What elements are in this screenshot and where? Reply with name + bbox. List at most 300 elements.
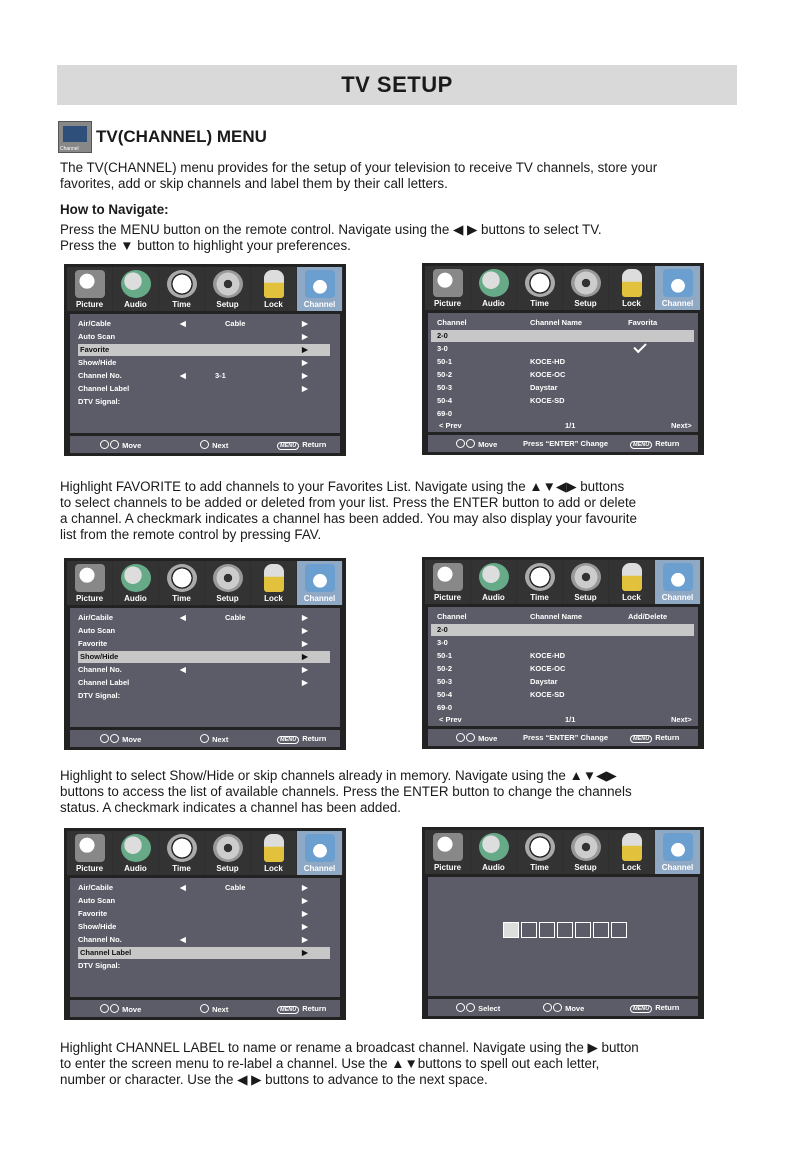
row-name: Daystar bbox=[530, 383, 558, 392]
header-favorite: Favorita bbox=[628, 318, 658, 327]
picture-icon bbox=[433, 833, 463, 861]
picture-icon bbox=[75, 564, 105, 592]
menu-item-channel-no[interactable] bbox=[70, 934, 340, 946]
tab-label: Setup bbox=[216, 864, 239, 873]
footer-move bbox=[456, 733, 497, 743]
menu-key-icon: MENU bbox=[630, 441, 652, 449]
item-label: Favorite bbox=[80, 345, 110, 354]
showhide-list-screen bbox=[422, 557, 704, 749]
item-value: Cable bbox=[225, 319, 246, 328]
right-button-icon bbox=[553, 1003, 562, 1012]
footer-move bbox=[100, 734, 141, 744]
up-button-icon bbox=[456, 733, 465, 742]
list-row[interactable] bbox=[428, 637, 698, 649]
right-arrow-icon: ▶ bbox=[302, 665, 308, 674]
tab-label: Time bbox=[530, 593, 549, 602]
right-arrow-icon: ▶ bbox=[302, 384, 308, 393]
row-channel: 50-1 bbox=[437, 651, 453, 660]
setup-menu-screen-favorite bbox=[64, 264, 346, 456]
right-arrow-icon: ▶ bbox=[302, 935, 308, 944]
footer-return bbox=[630, 1003, 679, 1013]
label-para-2: to enter the screen menu to re-label a channel. Use the ▲▼buttons to spell out each letter, bbox=[60, 1056, 600, 1071]
tab-audio[interactable] bbox=[113, 831, 158, 875]
right-arrow-icon: ▶ bbox=[302, 613, 308, 622]
channel-icon bbox=[663, 833, 693, 861]
tab-lock[interactable] bbox=[251, 561, 296, 605]
list-row[interactable] bbox=[431, 624, 694, 636]
next-page-button[interactable]: Next> bbox=[671, 421, 692, 430]
footer-enter: Press “ENTER” Change bbox=[523, 733, 609, 742]
tab-label: Channel bbox=[303, 594, 336, 603]
tab-lock[interactable] bbox=[251, 831, 296, 875]
footer-move-label: Move bbox=[122, 735, 142, 744]
lock-icon bbox=[264, 834, 284, 862]
menu-tabs bbox=[67, 561, 343, 605]
lock-icon bbox=[264, 270, 284, 298]
down-button-icon bbox=[110, 440, 119, 449]
tab-label: Time bbox=[172, 300, 191, 309]
row-channel: 50-2 bbox=[437, 664, 453, 673]
tab-audio[interactable] bbox=[471, 266, 516, 310]
tab-setup[interactable] bbox=[563, 560, 608, 604]
picture-icon bbox=[433, 269, 463, 297]
tab-label: Channel bbox=[303, 864, 336, 873]
tab-label: Picture bbox=[433, 593, 462, 602]
clock-icon bbox=[525, 563, 555, 591]
audio-icon bbox=[121, 564, 151, 592]
row-name: KOCE-HD bbox=[530, 651, 565, 660]
footer-return-label: Return bbox=[302, 1004, 327, 1013]
down-button-icon bbox=[110, 734, 119, 743]
char-cell[interactable] bbox=[557, 922, 573, 938]
right-arrow-icon: ▶ bbox=[302, 883, 308, 892]
menu-tabs bbox=[425, 560, 701, 604]
tab-setup[interactable] bbox=[205, 561, 250, 605]
char-cell[interactable] bbox=[593, 922, 609, 938]
tab-label: Channel bbox=[661, 299, 694, 308]
tab-time[interactable] bbox=[159, 561, 204, 605]
tab-label: Setup bbox=[216, 594, 239, 603]
footer-return bbox=[630, 733, 679, 743]
tab-picture[interactable] bbox=[67, 267, 112, 311]
tab-setup[interactable] bbox=[205, 267, 250, 311]
item-label: Favorite bbox=[78, 639, 108, 648]
list-row[interactable] bbox=[428, 689, 698, 701]
menu-item-channel-no[interactable] bbox=[70, 664, 340, 676]
item-label: Channel No. bbox=[78, 935, 122, 944]
menu-body bbox=[70, 878, 340, 997]
setup-menu-screen-showhide bbox=[64, 558, 346, 750]
item-label: Auto Scan bbox=[78, 332, 116, 341]
showhide-para-2: buttons to access the list of available channels. Press the ENTER button to change the channels bbox=[60, 784, 632, 799]
item-label: Show/Hide bbox=[80, 652, 119, 661]
tab-label: Audio bbox=[482, 299, 505, 308]
list-row[interactable] bbox=[428, 369, 698, 381]
footer-move-label: Move bbox=[478, 734, 498, 743]
menu-item-favorite[interactable] bbox=[70, 638, 340, 650]
menu-key-icon: MENU bbox=[630, 735, 652, 743]
clock-icon bbox=[167, 564, 197, 592]
menu-tabs bbox=[67, 831, 343, 875]
menu-item-auto-scan[interactable] bbox=[70, 625, 340, 637]
footer-next bbox=[200, 734, 228, 744]
tab-time[interactable] bbox=[159, 831, 204, 875]
row-channel: 69-0 bbox=[437, 409, 453, 418]
header-add-delete: Add/Delete bbox=[628, 612, 668, 621]
left-button-icon bbox=[543, 1003, 552, 1012]
tab-lock[interactable] bbox=[251, 267, 296, 311]
char-cell[interactable] bbox=[611, 922, 627, 938]
down-button-icon bbox=[466, 1003, 475, 1012]
tab-label: Audio bbox=[124, 300, 147, 309]
gear-icon bbox=[571, 563, 601, 591]
lock-icon bbox=[264, 564, 284, 592]
tab-label: Setup bbox=[216, 300, 239, 309]
tab-label: Picture bbox=[433, 863, 462, 872]
menu-item-channel-label[interactable] bbox=[70, 677, 340, 689]
item-label: Auto Scan bbox=[78, 626, 116, 635]
right-arrow-icon: ▶ bbox=[302, 345, 308, 354]
header-channel: Channel bbox=[437, 318, 467, 327]
item-value: Cable bbox=[225, 883, 246, 892]
footer-move-label: Move bbox=[122, 441, 142, 450]
right-arrow-icon: ▶ bbox=[302, 332, 308, 341]
right-arrow-icon: ▶ bbox=[302, 371, 308, 380]
item-value: Cable bbox=[225, 613, 246, 622]
channel-tv-icon bbox=[58, 121, 92, 153]
down-button-icon bbox=[466, 733, 475, 742]
menu-item-air-cable[interactable] bbox=[70, 318, 340, 330]
picture-icon bbox=[75, 270, 105, 298]
menu-body bbox=[70, 314, 340, 433]
channel-icon bbox=[663, 269, 693, 297]
list-row[interactable] bbox=[428, 676, 698, 688]
item-value: 3-1 bbox=[215, 371, 226, 380]
navigate-line-2: Press the ▼ button to highlight your preferences. bbox=[60, 238, 351, 253]
tab-label: Lock bbox=[622, 593, 641, 602]
menu-item-dtv-signal bbox=[70, 690, 340, 702]
tab-picture[interactable] bbox=[67, 561, 112, 605]
row-channel: 50-3 bbox=[437, 677, 453, 686]
footer-enter: Press “ENTER” Change bbox=[523, 439, 609, 448]
down-button-icon bbox=[110, 1004, 119, 1013]
footer-next bbox=[200, 440, 228, 450]
char-cell[interactable] bbox=[521, 922, 537, 938]
menu-item-favorite[interactable] bbox=[78, 344, 330, 356]
list-row[interactable] bbox=[428, 663, 698, 675]
menu-item-show-hide[interactable] bbox=[78, 651, 330, 663]
section-title: TV(CHANNEL) MENU bbox=[96, 127, 267, 146]
tab-setup[interactable] bbox=[205, 831, 250, 875]
menu-tabs bbox=[425, 830, 701, 874]
tab-channel[interactable] bbox=[655, 830, 700, 874]
up-button-icon bbox=[100, 440, 109, 449]
menu-footer bbox=[70, 436, 340, 453]
menu-item-channel-no[interactable] bbox=[70, 370, 340, 382]
menu-item-dtv-signal bbox=[70, 960, 340, 972]
item-label: Channel No. bbox=[78, 665, 122, 674]
menu-item-show-hide[interactable] bbox=[70, 357, 340, 369]
tab-label: Lock bbox=[264, 594, 283, 603]
row-channel: 50-4 bbox=[437, 396, 453, 405]
menu-item-auto-scan[interactable] bbox=[70, 895, 340, 907]
label-para-3: number or character. Use the ◀ ▶ buttons to advance to the next space. bbox=[60, 1072, 488, 1087]
gear-icon bbox=[571, 833, 601, 861]
tab-time[interactable] bbox=[517, 830, 562, 874]
gear-icon bbox=[213, 564, 243, 592]
row-channel: 3-0 bbox=[437, 638, 448, 647]
tab-label: Setup bbox=[574, 299, 597, 308]
item-label: Air/Cabile bbox=[78, 613, 114, 622]
clock-icon bbox=[167, 834, 197, 862]
footer-move-label: Move bbox=[122, 1005, 142, 1014]
audio-icon bbox=[479, 563, 509, 591]
prev-page-button[interactable]: < Prev bbox=[439, 715, 462, 724]
left-arrow-icon: ◀ bbox=[180, 613, 186, 622]
audio-icon bbox=[121, 270, 151, 298]
right-arrow-icon: ▶ bbox=[302, 909, 308, 918]
menu-item-air-cable[interactable] bbox=[70, 612, 340, 624]
tab-channel[interactable] bbox=[297, 561, 342, 605]
tab-audio[interactable] bbox=[471, 830, 516, 874]
clock-icon bbox=[525, 833, 555, 861]
menu-item-favorite[interactable] bbox=[70, 908, 340, 920]
item-label: Show/Hide bbox=[78, 922, 117, 931]
label-editor bbox=[428, 877, 698, 996]
character-cells bbox=[503, 922, 629, 938]
title-bar bbox=[57, 65, 737, 105]
char-cell[interactable] bbox=[575, 922, 591, 938]
left-arrow-icon: ◀ bbox=[180, 371, 186, 380]
tab-label: Picture bbox=[433, 299, 462, 308]
header-name: Channel Name bbox=[530, 612, 583, 621]
lock-icon bbox=[622, 269, 642, 297]
tab-channel[interactable] bbox=[297, 831, 342, 875]
tab-label: Lock bbox=[622, 299, 641, 308]
channel-icon bbox=[305, 834, 335, 862]
up-button-icon bbox=[100, 1004, 109, 1013]
setup-menu-screen-label bbox=[64, 828, 346, 1020]
lock-icon bbox=[622, 833, 642, 861]
char-cell[interactable] bbox=[503, 922, 519, 938]
label-footer bbox=[428, 999, 698, 1016]
footer-return-label: Return bbox=[302, 440, 327, 449]
channel-icon bbox=[305, 564, 335, 592]
favorite-para-3: a channel. A checkmark indicates a channel has been added. You may also display your favourite bbox=[60, 511, 637, 526]
list-row[interactable] bbox=[428, 650, 698, 662]
up-button-icon bbox=[456, 1003, 465, 1012]
menu-tabs bbox=[425, 266, 701, 310]
tab-channel[interactable] bbox=[297, 267, 342, 311]
footer-move-label: Move bbox=[478, 440, 498, 449]
row-channel: 50-3 bbox=[437, 383, 453, 392]
footer-return-label: Return bbox=[655, 439, 680, 448]
list-row[interactable] bbox=[428, 356, 698, 368]
channel-icon bbox=[663, 563, 693, 591]
list-footer bbox=[428, 435, 698, 452]
tab-time[interactable] bbox=[517, 266, 562, 310]
menu-body bbox=[70, 608, 340, 727]
right-arrow-icon: ▶ bbox=[302, 652, 308, 661]
showhide-para-1: Highlight to select Show/Hide or skip channels already in memory. Navigate using the ▲▼◀▶ bbox=[60, 768, 617, 783]
navigate-heading: How to Navigate: bbox=[60, 202, 169, 217]
page-indicator: 1/1 bbox=[565, 421, 576, 430]
favorite-para-2: to select channels to be added or deleted from your list. Press the ENTER button to add or delete bbox=[60, 495, 637, 510]
menu-footer bbox=[70, 1000, 340, 1017]
item-label: DTV Signal: bbox=[78, 397, 121, 406]
tab-label: Channel bbox=[661, 593, 694, 602]
header-channel: Channel bbox=[437, 612, 467, 621]
list-row[interactable] bbox=[428, 343, 698, 355]
menu-tabs bbox=[67, 267, 343, 311]
footer-select bbox=[456, 1003, 500, 1013]
menu-item-air-cable[interactable] bbox=[70, 882, 340, 894]
favorite-list-screen bbox=[422, 263, 704, 455]
row-channel: 2-0 bbox=[437, 331, 448, 340]
tab-audio[interactable] bbox=[113, 561, 158, 605]
gear-icon bbox=[213, 270, 243, 298]
tab-picture[interactable] bbox=[425, 560, 470, 604]
tab-setup[interactable] bbox=[563, 266, 608, 310]
down-button-icon bbox=[466, 439, 475, 448]
channel-list bbox=[428, 607, 698, 726]
tab-label: Picture bbox=[75, 594, 104, 603]
footer-move bbox=[543, 1003, 584, 1013]
showhide-para-3: status. A checkmark indicates a channel has been added. bbox=[60, 800, 401, 815]
pager bbox=[428, 714, 698, 726]
menu-footer bbox=[70, 730, 340, 747]
tab-picture[interactable] bbox=[425, 266, 470, 310]
menu-key-icon: MENU bbox=[630, 1005, 652, 1013]
gear-icon bbox=[213, 834, 243, 862]
left-arrow-icon: ◀ bbox=[180, 319, 186, 328]
menu-item-auto-scan[interactable] bbox=[70, 331, 340, 343]
item-label: Air/Cable bbox=[78, 319, 111, 328]
tab-picture[interactable] bbox=[67, 831, 112, 875]
tab-lock[interactable] bbox=[609, 266, 654, 310]
footer-move bbox=[456, 439, 497, 449]
footer-return-label: Return bbox=[655, 1003, 680, 1012]
tab-channel[interactable] bbox=[655, 266, 700, 310]
channel-list bbox=[428, 313, 698, 432]
tab-lock[interactable] bbox=[609, 830, 654, 874]
tab-label: Lock bbox=[264, 864, 283, 873]
tab-label: Picture bbox=[75, 864, 104, 873]
tab-audio[interactable] bbox=[113, 267, 158, 311]
row-channel: 50-1 bbox=[437, 357, 453, 366]
item-label: Air/Cabile bbox=[78, 883, 114, 892]
tab-lock[interactable] bbox=[609, 560, 654, 604]
list-row[interactable] bbox=[431, 330, 694, 342]
list-header bbox=[428, 317, 698, 329]
row-channel: 2-0 bbox=[437, 625, 448, 634]
list-header bbox=[428, 611, 698, 623]
row-channel: 69-0 bbox=[437, 703, 453, 712]
audio-icon bbox=[479, 269, 509, 297]
menu-item-channel-label[interactable] bbox=[70, 383, 340, 395]
menu-item-dtv-signal bbox=[70, 396, 340, 408]
tab-time[interactable] bbox=[159, 267, 204, 311]
intro-text: The TV(CHANNEL) menu provides for the setup of your television to receive TV channels, store your favorites, add or skip channels and label them by their call letters. bbox=[60, 160, 658, 192]
tab-label: Audio bbox=[482, 593, 505, 602]
item-label: Channel Label bbox=[78, 384, 130, 393]
gear-icon bbox=[571, 269, 601, 297]
tab-channel[interactable] bbox=[655, 560, 700, 604]
picture-icon bbox=[75, 834, 105, 862]
up-button-icon bbox=[100, 734, 109, 743]
page-title: TV SETUP bbox=[341, 72, 453, 97]
next-page-button[interactable]: Next> bbox=[671, 715, 692, 724]
tab-time[interactable] bbox=[517, 560, 562, 604]
channel-icon bbox=[305, 270, 335, 298]
char-cell[interactable] bbox=[539, 922, 555, 938]
footer-return-label: Return bbox=[302, 734, 327, 743]
footer-return bbox=[277, 1004, 326, 1014]
row-name: KOCE-HD bbox=[530, 357, 565, 366]
left-arrow-icon: ◀ bbox=[180, 665, 186, 674]
row-name: KOCE-OC bbox=[530, 664, 566, 673]
tab-label: Setup bbox=[574, 593, 597, 602]
tab-setup[interactable] bbox=[563, 830, 608, 874]
item-label: Auto Scan bbox=[78, 896, 116, 905]
footer-move bbox=[100, 440, 141, 450]
tab-audio[interactable] bbox=[471, 560, 516, 604]
right-button-icon bbox=[200, 734, 209, 743]
row-name: Daystar bbox=[530, 677, 558, 686]
list-row[interactable] bbox=[428, 408, 698, 420]
tab-label: Time bbox=[530, 299, 549, 308]
item-label: Favorite bbox=[78, 909, 108, 918]
footer-return-label: Return bbox=[655, 733, 680, 742]
picture-icon bbox=[433, 563, 463, 591]
right-arrow-icon: ▶ bbox=[302, 896, 308, 905]
pager bbox=[428, 420, 698, 432]
footer-return bbox=[277, 440, 326, 450]
list-row[interactable] bbox=[428, 702, 698, 714]
right-arrow-icon: ▶ bbox=[302, 678, 308, 687]
right-arrow-icon: ▶ bbox=[302, 319, 308, 328]
left-arrow-icon: ◀ bbox=[180, 883, 186, 892]
item-label: Show/Hide bbox=[78, 358, 117, 367]
tab-picture[interactable] bbox=[425, 830, 470, 874]
label-edit-screen bbox=[422, 827, 704, 1019]
up-button-icon bbox=[456, 439, 465, 448]
menu-item-show-hide[interactable] bbox=[70, 921, 340, 933]
item-label: DTV Signal: bbox=[78, 691, 121, 700]
right-button-icon bbox=[200, 1004, 209, 1013]
footer-move bbox=[100, 1004, 141, 1014]
menu-item-channel-label[interactable] bbox=[78, 947, 330, 959]
right-arrow-icon: ▶ bbox=[302, 358, 308, 367]
footer-return bbox=[630, 439, 679, 449]
list-row[interactable] bbox=[428, 382, 698, 394]
prev-page-button[interactable]: < Prev bbox=[439, 421, 462, 430]
footer-return bbox=[277, 734, 326, 744]
menu-key-icon: MENU bbox=[277, 736, 299, 744]
lock-icon bbox=[622, 563, 642, 591]
audio-icon bbox=[479, 833, 509, 861]
right-arrow-icon: ▶ bbox=[302, 639, 308, 648]
clock-icon bbox=[167, 270, 197, 298]
row-channel: 50-4 bbox=[437, 690, 453, 699]
item-label: Channel No. bbox=[78, 371, 122, 380]
list-row[interactable] bbox=[428, 395, 698, 407]
tab-label: Audio bbox=[124, 864, 147, 873]
row-name: KOCE-OC bbox=[530, 370, 566, 379]
right-arrow-icon: ▶ bbox=[302, 922, 308, 931]
footer-select-label: Select bbox=[478, 1004, 501, 1013]
footer-next-label: Next bbox=[212, 735, 229, 744]
